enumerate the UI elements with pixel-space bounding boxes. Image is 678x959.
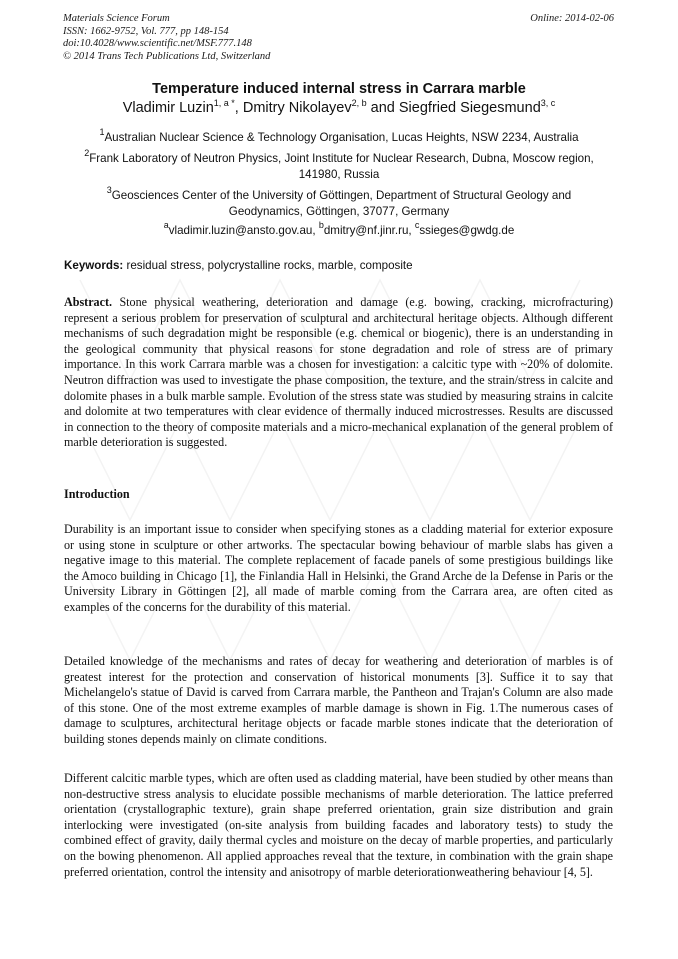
author-separator: , xyxy=(234,100,243,116)
author-separator: and xyxy=(366,100,399,116)
keywords-text: residual stress, polycrystalline rocks, marble, composite xyxy=(123,259,413,272)
email-address[interactable]: ssieges@gwdg.de xyxy=(419,224,515,237)
email-address[interactable]: vladimir.luzin@ansto.gov.au xyxy=(168,224,313,237)
email-list xyxy=(70,220,608,239)
paper-title: Temperature induced internal stress in Carrara marble xyxy=(152,81,526,97)
email-mark: c xyxy=(414,220,420,230)
abstract xyxy=(64,295,613,451)
journal-name: Materials Science Forum xyxy=(63,13,170,24)
email-mark: a xyxy=(163,220,169,230)
email-mark: b xyxy=(318,220,324,230)
section-heading: Introduction xyxy=(64,487,130,501)
affiliation xyxy=(70,127,608,146)
journal-issn: ISSN: 1662-9752, Vol. 777, pp 148-154 xyxy=(63,25,229,37)
abstract-text: Stone physical weathering, deterioration and damage (e.g. bowing, cracking, microfracturing) represent a serious problem for preservation of sculptural and architectural heritage objects. Although different mechanisms of such degradation might be responsible (e.g. chemical or biogenic), there is an understanding in the geological community that physical reasons for stone degradation and role of stress are of primary importance. In this work Carrara marble was a chosen for investigation: a calcitic type with ~20% of dolomite. Neutron diffraction was used to investigate the phase composition, the texture, and the strain/stress in calcite and dolomite phases in a bulk marble sample. Evolution of the stress state was studied by measuring strains in calcite and dolomite at two temperatures with clear evidence of thermally induced microstresses. Results are discussed in connection to the theory of composite materials and a micro-mechanical explanation of the general problem of marble deterioration is suggested. xyxy=(64,295,613,450)
abstract-label: Abstract. xyxy=(64,295,113,309)
journal-doi: doi:10.4028/www.scientific.net/MSF.777.148 xyxy=(63,38,252,50)
affiliation xyxy=(70,185,608,220)
keywords-label: Keywords: xyxy=(64,259,124,272)
affiliation xyxy=(70,148,608,183)
author-name: Siegfried Siegesmund xyxy=(398,100,541,116)
affiliation-text: Geosciences Center of the University of Göttingen, Department of Structural Geology and Geodynamics, Göttingen, 37077, Germany xyxy=(111,189,572,218)
affiliation-mark: 1 xyxy=(99,127,105,137)
online-date: Online: 2014-02-06 xyxy=(530,13,614,24)
author-name: Vladimir Luzin xyxy=(122,100,214,116)
body-paragraph: Different calcitic marble types, which are often used as cladding material, have been studied by other means than non-destructive stress analysis to elucidate possible mechanisms of marble deterioration. The lattice preferred orientation (crystallographic texture), grain shape preferred orientation, grain size distribution and grain interlocking were investigated (on-site analysis from building facades and laboratory tests) to study the combined effect of gravity, daily thermal cycles and moisture on the decay of marble properties, and particularly on the bowing phenomenon. All applied approaches reveal that the texture, in combination with the grain shape preferred orientation, control the intensity and anisotropy of marble deteriorationweathering behaviour [4, 5]. xyxy=(64,771,613,879)
keywords xyxy=(64,259,624,272)
affiliation-text: Frank Laboratory of Neutron Physics, Joint Institute for Nuclear Research, Dubna, Moscow region, 141980, Russia xyxy=(89,152,594,181)
journal-copyright: © 2014 Trans Tech Publications Ltd, Switzerland xyxy=(63,50,271,62)
email-separator: , xyxy=(408,224,415,237)
affiliation-mark: 2 xyxy=(84,148,90,158)
author-name: Dmitry Nikolayev xyxy=(242,100,352,116)
affiliation-text: Australian Nuclear Science & Technology Organisation, Lucas Heights, NSW 2234, Australia xyxy=(104,131,579,144)
body-paragraph: Durability is an important issue to consider when specifying stones as a cladding material for exterior exposure or using stone in sculpture or other artworks. The spectacular bowing behaviour of marble slabs has given a negative image to this material. The complete replacement of facade panels of some prestigious buildings like the Amoco building in Chicago [1], the Finlandia Hall in Helsinki, the Grand Arche de la Defense in Paris or the University Library in Göttingen [2], all made of marble coming from the Carrara area, are often cited as examples of the concerns for the durability of this material. xyxy=(64,522,613,614)
author-list xyxy=(0,100,678,116)
author-affiliation-mark: 2, b xyxy=(351,98,367,108)
affiliation-mark: 3 xyxy=(106,185,112,195)
email-address[interactable]: dmitry@nf.jinr.ru xyxy=(323,224,409,237)
body-paragraph: Detailed knowledge of the mechanisms and rates of decay for weathering and deterioration of marbles is of greatest interest for the protection and conservation of historical monuments [3]. Suffice it to say that Michelangelo's statue of David is carved from Carrara marble, the Pantheon and Trajan's Column are also made of this stone. One of the most extreme examples of marble damage is shown in Fig. 1.The numerous cases of damage to sculptures, architectural heritage objects or facade marble stones indicate that the deterioration of building stones depends mainly on climate conditions. xyxy=(64,654,613,746)
author-affiliation-mark: 1, a * xyxy=(213,98,235,108)
journal-info xyxy=(63,13,270,63)
author-affiliation-mark: 3, c xyxy=(540,98,556,108)
email-separator: , xyxy=(312,224,319,237)
